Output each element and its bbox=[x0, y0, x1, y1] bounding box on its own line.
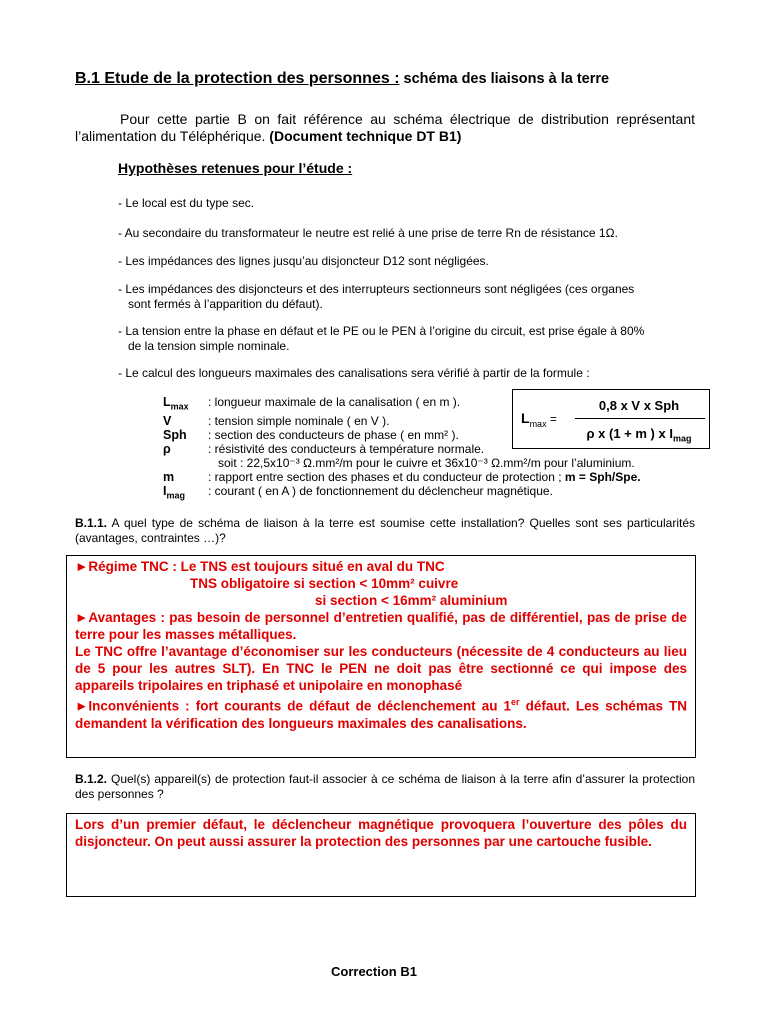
answer-line: ►Régime TNC : Le TNS est toujours situé en aval du TNC bbox=[75, 559, 445, 574]
answer-line: TNS obligatoire si section < 10mm² cuivre bbox=[190, 576, 459, 591]
formula-numerator: 0,8 x V x Sph bbox=[598, 398, 680, 413]
definition-row: ρ : résistivité des conducteurs à température normale. bbox=[163, 441, 485, 456]
section-title-sub: schéma des liaisons à la terre bbox=[399, 71, 610, 87]
answer-line: si section < 16mm² aluminium bbox=[315, 593, 508, 608]
answer-box-1 bbox=[66, 555, 696, 758]
definition-row: soit : 22,5x10⁻³ Ω.mm²/m pour le cuivre et 36x10⁻³ Ω.mm²/m pour l’aluminium. bbox=[218, 455, 635, 470]
answer-box-2 bbox=[66, 813, 696, 897]
section-title-main: Etude de la protection des personnes : bbox=[99, 70, 400, 87]
footer-label: Correction B1 bbox=[331, 964, 417, 979]
hypotheses-title: Hypothèses retenues pour l’étude : bbox=[118, 160, 353, 176]
definition-row: $L_{max}$ : longueur maximale de la canalisation ( en m ). bbox=[163, 395, 461, 412]
definition-row: V : tension simple nominale ( en V ). bbox=[163, 413, 390, 428]
formula-lhs: $L_{max}$ = bbox=[521, 410, 557, 429]
question-b-1-1: B.1.1. A quel type de schéma de liaison à la terre est soumise cette installation? Quelles sont ses particularités (avantages, contraintes …)? bbox=[75, 516, 695, 545]
hypothesis-item: - Les impédances des lignes jusqu’au disjoncteur D12 sont négligées. bbox=[118, 254, 489, 268]
answer-line: Le TNC offre l’avantage d’économiser sur les conducteurs (nécessite de 4 conducteurs au lieu de 5 pour les autres SLT). En TNC le PEN ne doit pas être sectionné ce qui impose des appareils tripolaires en triphasé et unipolaire en monophasé bbox=[75, 644, 687, 693]
answer-line: ►Inconvénients : fort courants de défaut de déclenchement au 1er défaut. Les schémas TN demandent la vérification des longueurs maximales des canalisations. bbox=[75, 697, 687, 731]
intro-text: Pour cette partie B on fait référence au schéma électrique de distribution représentant l’alimentation du Téléphérique. bbox=[75, 111, 695, 144]
intro-doc-ref: (Document technique DT B1) bbox=[265, 128, 462, 144]
formula-denominator: ρ x (1 + m ) x $I_{mag}$ bbox=[586, 426, 692, 444]
formula-box bbox=[512, 389, 710, 449]
intro-paragraph bbox=[75, 111, 695, 145]
section-number: B.1 bbox=[75, 70, 100, 87]
answer-line: ►Avantages : pas besoin de personnel d’entretien qualifié, pas de différentiel, pas de prise de terre pour les masses métalliques. bbox=[75, 610, 687, 642]
hypothesis-item: - Le local est du type sec. bbox=[118, 196, 255, 210]
question-b-1-2: B.1.2. Quel(s) appareil(s) de protection faut-il associer à ce schéma de liaison à la terre afin d’assurer la protection des personnes ? bbox=[75, 772, 695, 801]
hypothesis-item: - Le calcul des longueurs maximales des canalisations sera vérifié à partir de la formule : bbox=[118, 366, 590, 380]
fraction-bar bbox=[575, 418, 705, 419]
hypothesis-item: - La tension entre la phase en défaut et le PE ou le PEN à l’origine du circuit, est prise égale à 80% de la tension simple nominale. bbox=[118, 324, 645, 353]
definition-row: m : rapport entre section des phases et du conducteur de protection ; m = Sph/Spe. bbox=[163, 469, 641, 484]
definition-row: $I_{mag}$ : courant ( en A ) de fonctionnement du déclencheur magnétique. bbox=[163, 483, 553, 500]
definition-row: Sph : section des conducteurs de phase ( en mm² ). bbox=[163, 427, 459, 442]
hypothesis-item: - Les impédances des disjoncteurs et des interrupteurs sectionneurs sont négligées (ces organes sont fermés à l’apparition du défaut). bbox=[118, 282, 635, 311]
section-title bbox=[75, 70, 609, 88]
hypothesis-item: - Au secondaire du transformateur le neutre est relié à une prise de terre Rn de résistance 1Ω. bbox=[118, 226, 618, 240]
answer-text: Lors d’un premier défaut, le déclencheur magnétique provoquera l’ouverture des pôles du disjoncteur. On peut aussi assurer la protection des personnes par une cartouche fusible. bbox=[75, 817, 687, 849]
